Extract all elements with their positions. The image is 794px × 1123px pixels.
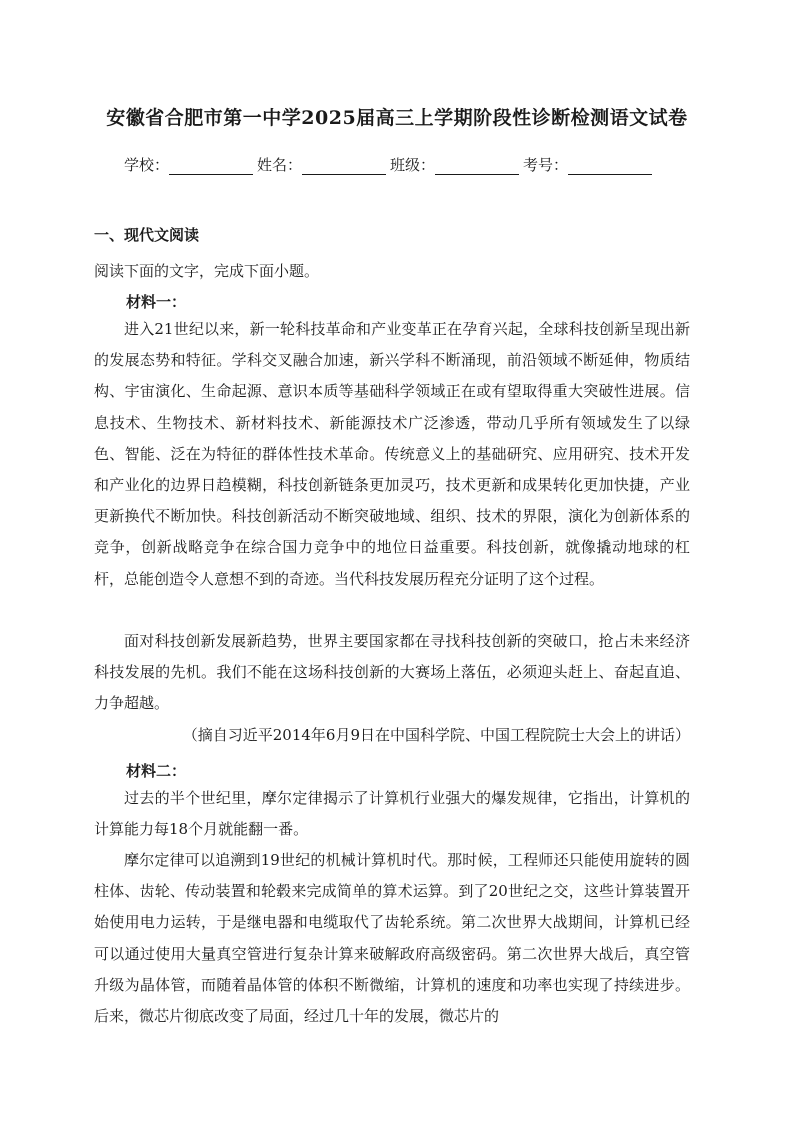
page-title: 安徽省合肥市第一中学2025届高三上学期阶段性诊断检测语文试卷 [106,107,688,129]
material-2-paragraph-2: 摩尔定律可以追溯到19世纪的机械计算机时代。那时候，工程师还只能使用旋转的圆柱体、齿轮、传动装置和轮毂来完成简单的算术运算。到了20世纪之交，这些计算装置开始使用电力运转，于是继电器和电缆取代了齿轮系统。第二次世界大战期间，计算机已经可以通过使用大量真空管进行复杂计算来破解政府高级密码。第二次世界大战后，真空管升级为晶体管，而随着晶体管的体积不断微缩，计算机的速度和功率也实现了持续进步。后来，微芯片彻底改变了局面，经过几十年的发展，微芯片的 [94,851,690,1026]
school-label: 学校： [124,156,170,174]
student-info-row [124,154,656,175]
material-1-paragraph-2: 面对科技创新发展新趋势，世界主要国家都在寻找科技创新的突破口，抢占未来经济科技发展的先机。我们不能在这场科技创新的大赛场上落伍，必须迎头赶上、奋起直追、力争超越。 [94,632,690,713]
school-field [124,154,257,175]
material-1-label: 材料一： [126,293,187,311]
material-1-source: （摘自习近平2014年6月9日在中国科学院、中国工程院院士大会上的讲话） [182,726,690,744]
name-field [257,154,390,175]
name-label: 姓名： [257,156,303,174]
name-blank[interactable] [302,158,386,175]
exam-number-blank[interactable] [568,158,652,175]
material-2-paragraph-1: 过去的半个世纪里，摩尔定律揭示了计算机行业强大的爆发规律，它指出，计算机的计算能力每18个月就能翻一番。 [94,789,690,839]
class-label: 班级： [390,156,436,174]
exam-number-field [523,154,656,175]
exam-number-label: 考号： [523,156,569,174]
class-field [390,154,523,175]
class-blank[interactable] [435,158,519,175]
section-heading: 一、现代文阅读 [94,226,200,244]
material-2-label: 材料二： [126,762,187,780]
school-blank[interactable] [169,158,253,175]
material-1-paragraph-1: 进入21世纪以来，新一轮科技革命和产业变革正在孕育兴起，全球科技创新呈现出新的发展态势和特征。学科交叉融合加速，新兴学科不断涌现，前沿领域不断延伸，物质结构、宇宙演化、生命起源、意识本质等基础科学领域正在或有望取得重大突破性进展。信息技术、生物技术、新材料技术、新能源技术广泛渗透，带动几乎所有领域发生了以绿色、智能、泛在为特征的群体性技术革命。传统意义上的基础研究、应用研究、技术开发和产业化的边界日趋模糊，科技创新链条更加灵巧，技术更新和成果转化更加快捷，产业更新换代不断加快。科技创新活动不断突破地域、组织、技术的界限，演化为创新体系的竞争，创新战略竞争在综合国力竞争中的地位日益重要。科技创新，就像撬动地球的杠杆，总能创造令人意想不到的奇迹。当代科技发展历程充分证明了这个过程。 [94,320,690,588]
reading-instruction: 阅读下面的文字，完成下面小题。 [94,262,320,280]
